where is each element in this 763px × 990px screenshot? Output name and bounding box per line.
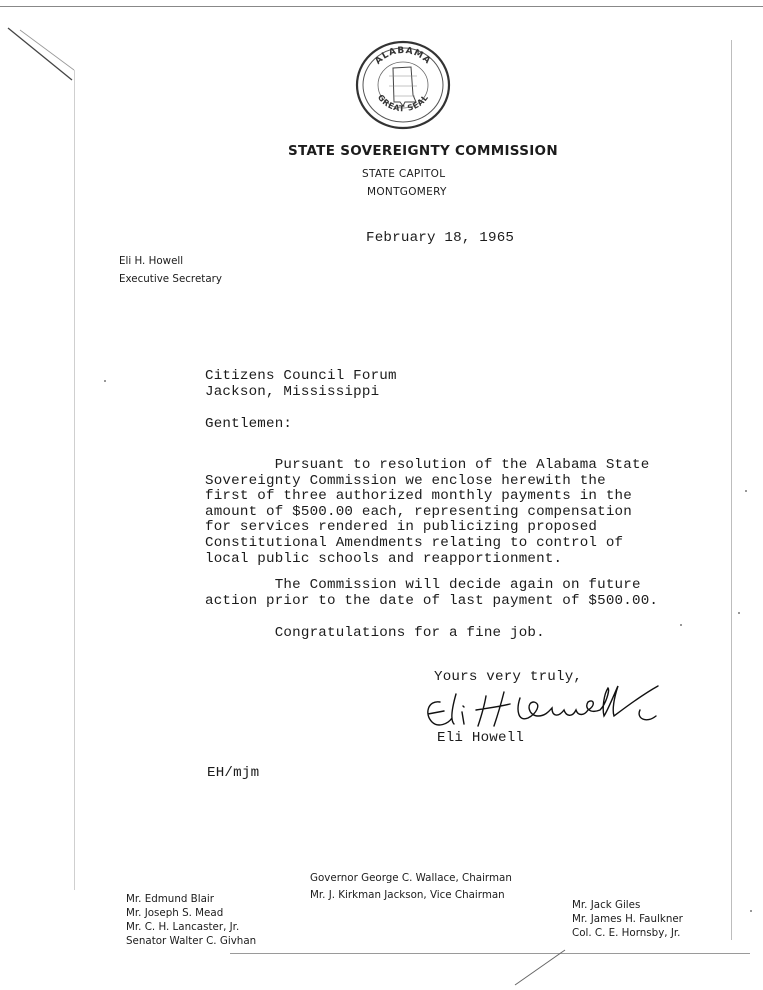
sender-title: Executive Secretary (119, 273, 222, 285)
corner-scan-streak (0, 0, 90, 95)
scan-speck (680, 624, 682, 626)
footer-left-members (126, 892, 256, 948)
body-line: Sovereignty Commission we enclose herewith the (205, 472, 606, 489)
body-line: amount of $500.00 each, representing compensation (205, 503, 632, 520)
footer-member: Mr. C. H. Lancaster, Jr. (126, 921, 240, 933)
bottom-scan-line (230, 953, 750, 954)
svg-text:ALABAMA (373, 46, 432, 67)
left-edge-line (74, 70, 75, 890)
body-paragraph-3 (205, 626, 545, 642)
top-border-line (0, 6, 763, 7)
footer-center-officers (310, 870, 512, 904)
recipient-block (205, 369, 397, 400)
bottom-scan-streak (505, 945, 575, 990)
footer-member: Col. C. E. Hornsby, Jr. (572, 927, 681, 939)
letter-date: February 18, 1965 (366, 230, 515, 246)
body-line: Constitutional Amendments relating to control of (205, 534, 624, 551)
body-line: action prior to the date of last payment of $500.00. (205, 592, 659, 609)
great-seal-emblem (353, 40, 453, 130)
footer-chairman: Governor George C. Wallace, Chairman (310, 872, 512, 884)
body-line: Congratulations for a fine job. (205, 625, 545, 641)
scan-speck (745, 490, 747, 492)
typed-signer-name: Eli Howell (437, 730, 525, 746)
footer-member: Senator Walter C. Givhan (126, 935, 257, 947)
footer-member: Mr. Edmund Blair (126, 893, 214, 905)
letterhead-organization: STATE SOVEREIGNTY COMMISSION (288, 143, 558, 159)
seal-bottom-text: GREAT SEAL (375, 92, 431, 114)
scan-speck (750, 910, 752, 912)
right-edge-line (731, 40, 732, 940)
seal-top-text: ALABAMA (373, 45, 433, 67)
body-line: first of three authorized monthly payments in the (205, 488, 632, 505)
letterhead-line-capitol: STATE CAPITOL (362, 168, 446, 180)
footer-member: Mr. Joseph S. Mead (126, 907, 224, 919)
handwritten-signature (418, 680, 678, 735)
footer-member: Mr. James H. Faulkner (572, 913, 683, 925)
recipient-line: Citizens Council Forum (205, 368, 397, 384)
body-paragraph-1 (205, 458, 649, 567)
body-paragraph-2 (205, 578, 658, 609)
signature-text: Eli H Howell (419, 733, 426, 734)
typist-initials: EH/mjm (207, 765, 260, 781)
scan-speck (738, 612, 740, 614)
footer-right-members (572, 898, 683, 940)
body-line: for services rendered in publicizing proposed (205, 519, 598, 536)
closing-line: Yours very truly, (434, 669, 583, 685)
salutation: Gentlemen: (205, 416, 293, 432)
body-line: Pursuant to resolution of the Alabama State (205, 457, 650, 473)
recipient-line: Jackson, Mississippi (205, 383, 380, 400)
scan-speck (104, 380, 106, 382)
body-line: The Commission will decide again on future (205, 577, 641, 593)
letterhead-line-city: MONTGOMERY (367, 186, 447, 198)
body-line: local public schools and reapportionment. (205, 550, 563, 567)
footer-member: Mr. Jack Giles (572, 899, 641, 911)
sender-name: Eli H. Howell (119, 255, 184, 267)
footer-vice-chairman: Mr. J. Kirkman Jackson, Vice Chairman (310, 889, 505, 901)
